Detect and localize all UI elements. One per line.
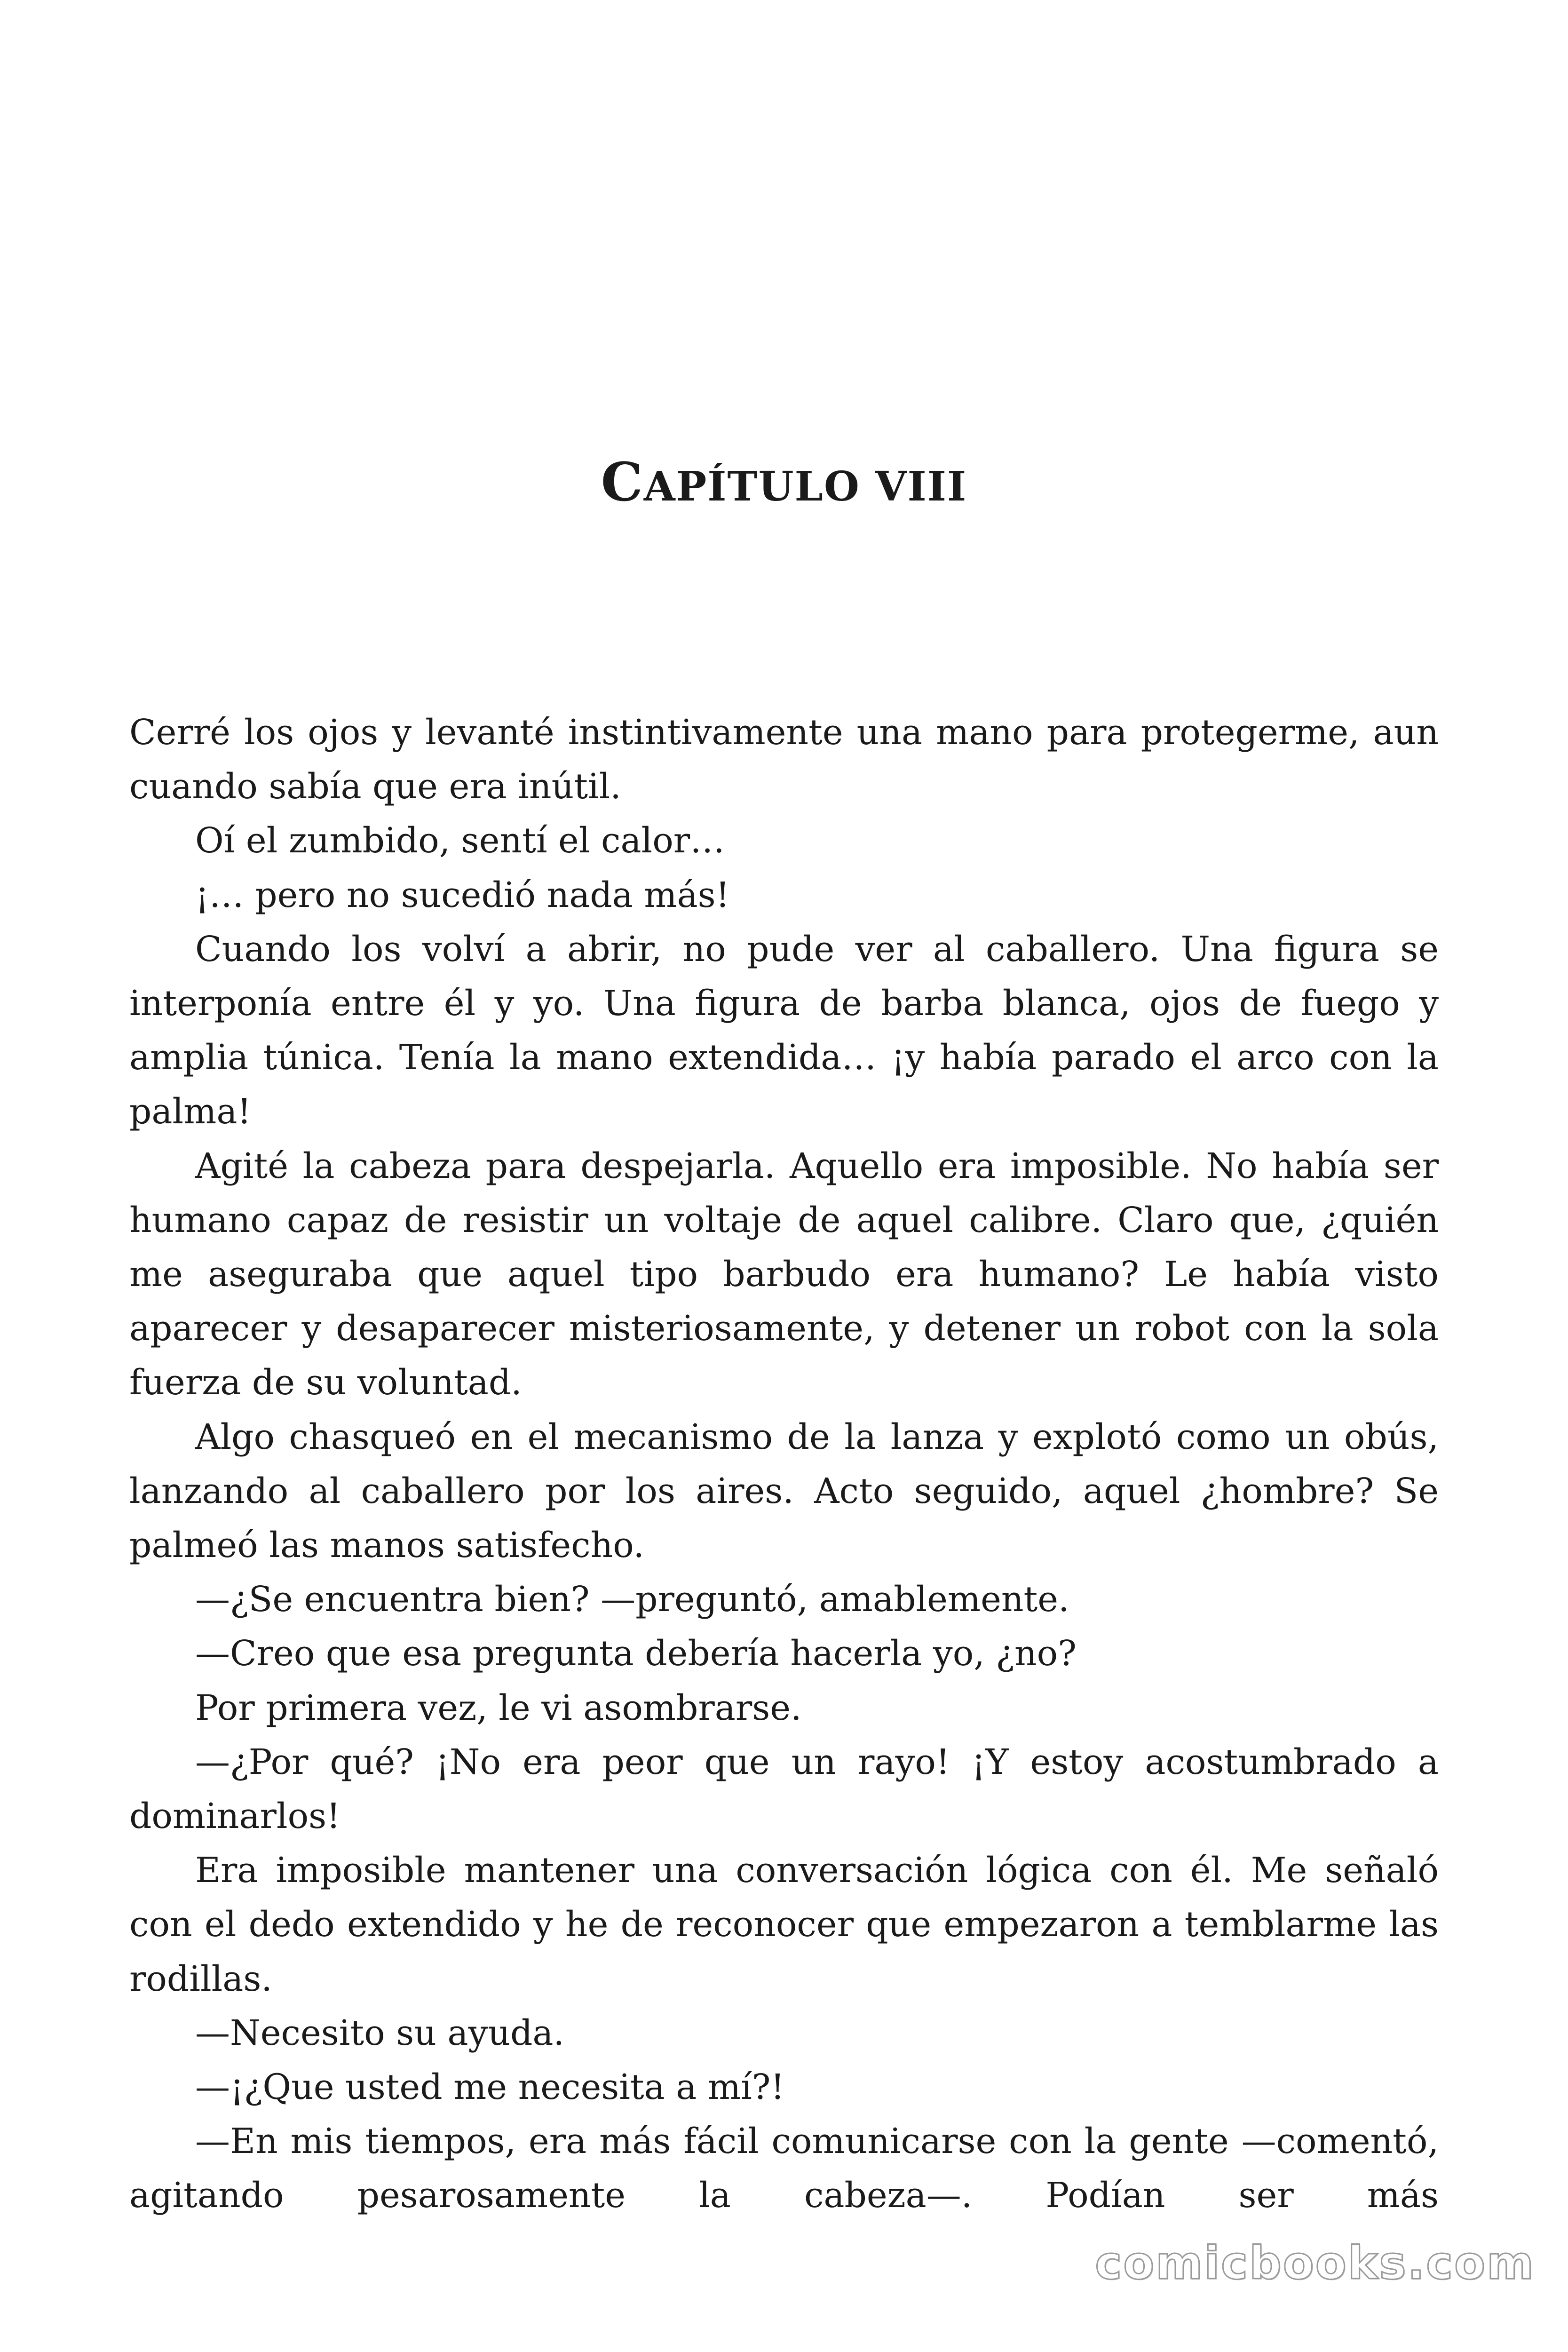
paragraph: Cerré los ojos y levanté instintivamente una mano para protegerme, aun cuando sabía que era inútil. [129, 712, 1439, 807]
paragraph: —Necesito su ayuda. [195, 2012, 564, 2053]
paragraph: ¡… pero no sucedió nada más! [195, 874, 730, 915]
chapter-title-rest: APÍTULO VIII [643, 463, 967, 510]
paragraph: Agité la cabeza para despejarla. Aquello era imposible. No había ser humano capaz de resistir un voltaje de aquel calibre. Claro que, ¿quién me aseguraba que aquel tipo barbudo era humano? Le había visto aparecer y desaparecer misteriosamente, y detener un robot con la sola fuerza de su voluntad. [129, 1145, 1439, 1403]
paragraph: —Creo que esa pregunta debería hacerla yo, ¿no? [195, 1633, 1077, 1674]
paragraph: —¿Por qué? ¡No era peor que un rayo! ¡Y estoy acostumbrado a dominarlos! [129, 1741, 1439, 1837]
chapter-title-initial: C [601, 452, 644, 513]
paragraph: Era imposible mantener una conversación lógica con él. Me señaló con el dedo extendido y he de reconocer que empezaron a temblarme las rodillas. [129, 1850, 1439, 1999]
paragraph: —En mis tiempos, era más fácil comunicarse con la gente —comentó, agitando pesarosamente la cabeza—. Podían ser más [129, 2121, 1439, 2216]
chapter-body [129, 706, 1439, 2223]
paragraph: Algo chasqueó en el mecanismo de la lanza y explotó como un obús, lanzando al caballero por los aires. Acto seguido, aquel ¿hombre? Se palmeó las manos satisfecho. [129, 1416, 1439, 1566]
watermark: comicbooks.com [1095, 2237, 1535, 2289]
paragraph: —¿Se encuentra bien? —preguntó, amablemente. [195, 1579, 1069, 1620]
chapter-title [0, 452, 1568, 513]
paragraph: Cuando los volví a abrir, no pude ver al caballero. Una figura se interponía entre él y yo. Una figura de barba blanca, ojos de fuego y amplia túnica. Tenía la mano extendida… ¡y había parado el arco con la palma! [129, 929, 1439, 1132]
paragraph: Oí el zumbido, sentí el calor… [195, 820, 725, 861]
paragraph: Por primera vez, le vi asombrarse. [195, 1687, 802, 1728]
paragraph: —¡¿Que usted me necesita a mí?! [195, 2067, 785, 2108]
